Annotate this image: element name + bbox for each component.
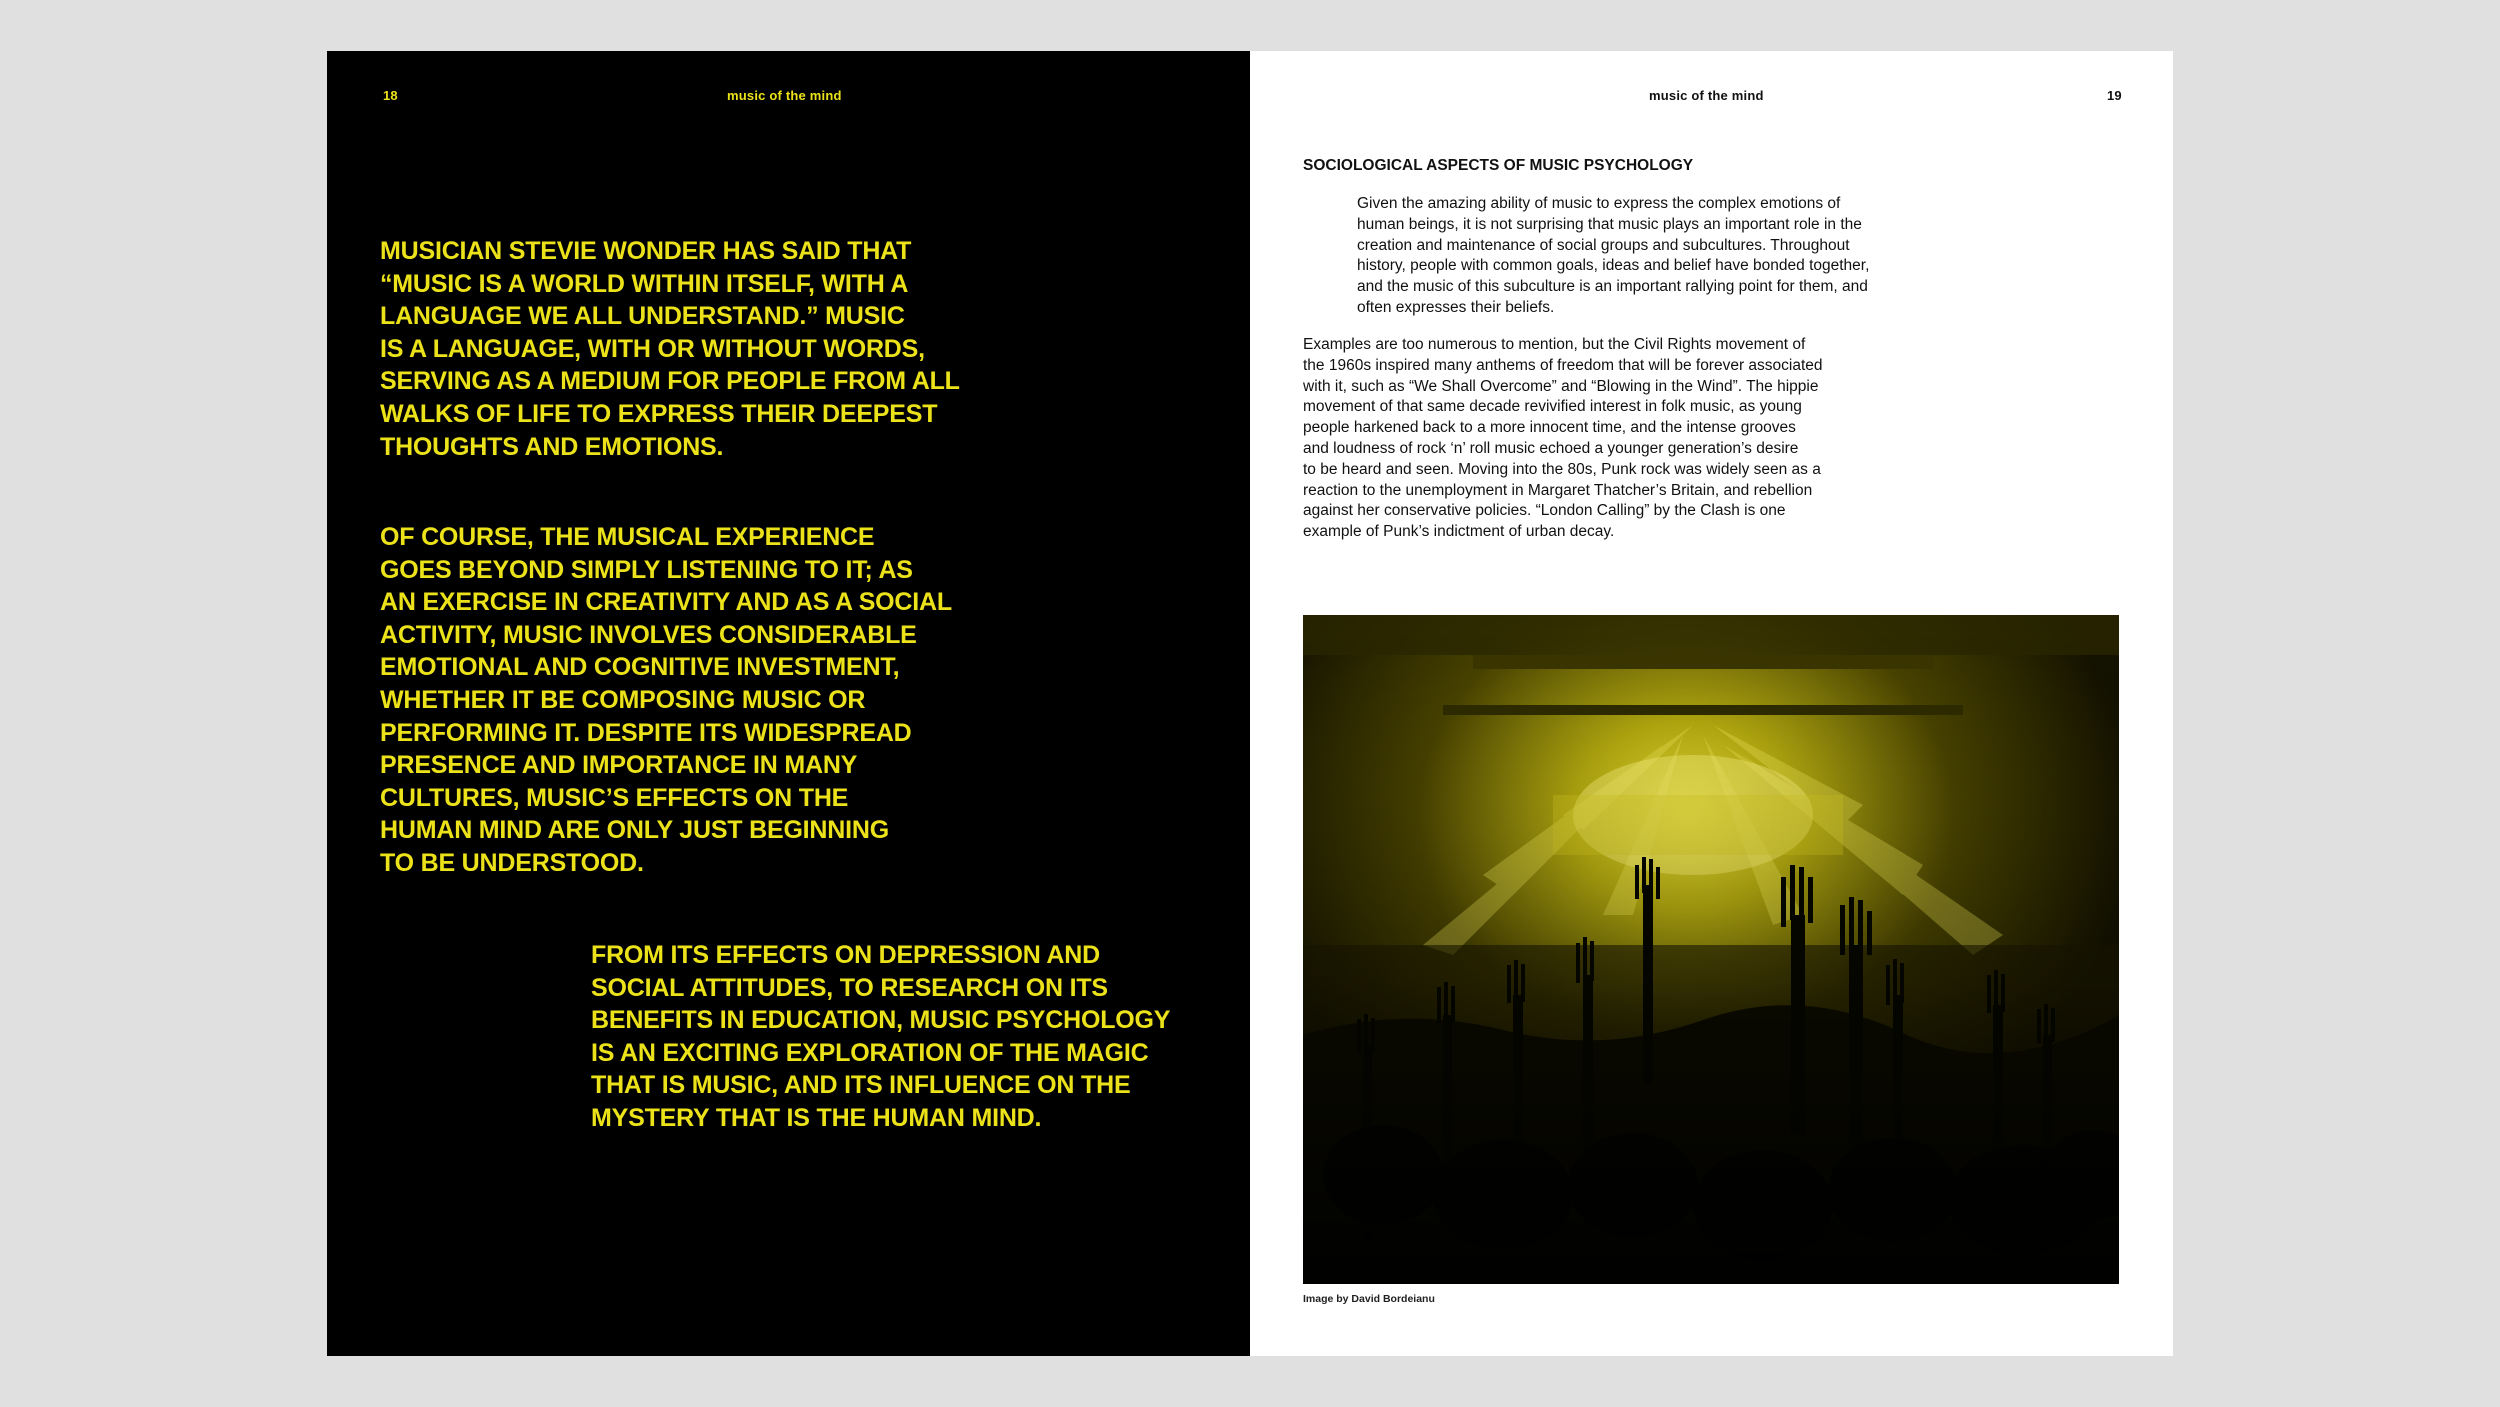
magazine-spread [327, 51, 2173, 1356]
quote-line: WHETHER IT BE COMPOSING MUSIC OR [380, 685, 866, 714]
quote-line: ACTIVITY, MUSIC INVOLVES CONSIDERABLE [380, 620, 917, 649]
text-line: Given the amazing ability of music to express the complex emotions of [1357, 195, 1841, 212]
text-line: Examples are too numerous to mention, but the Civil Rights movement of [1303, 336, 1806, 353]
image-caption: Image by David Bordeianu [1303, 1293, 1435, 1305]
text-line: movement of that same decade revivified interest in folk music, as young [1303, 398, 1802, 416]
text-line: with it, such as “We Shall Overcome” and “Blowing in the Wind”. The hippie [1303, 377, 1819, 395]
text-line: people harkened back to a more innocent time, and the intense grooves [1303, 419, 1796, 437]
quote-line: MUSICIAN STEVIE WONDER HAS SAID THAT [380, 237, 912, 265]
text-line: against her conservative policies. “London Calling” by the Clash is one [1303, 502, 1786, 520]
text-line: history, people with common goals, ideas and belief have bonded together, [1357, 257, 1870, 275]
quote-line: TO BE UNDERSTOOD. [380, 848, 644, 877]
pull-quote-1 [380, 235, 1020, 463]
quote-line: WALKS OF LIFE TO EXPRESS THEIR DEEPEST [380, 399, 938, 428]
pull-quote-2 [380, 521, 1020, 880]
text-line: example of Punk’s indictment of urban decay. [1303, 523, 1615, 541]
quote-line: “MUSIC IS A WORLD WITHIN ITSELF, WITH A [380, 269, 909, 298]
text-line: often expresses their beliefs. [1357, 298, 1555, 316]
page-number-left: 18 [383, 88, 398, 103]
text-line: the 1960s inspired many anthems of freedom that will be forever associated [1303, 356, 1823, 374]
quote-line: THOUGHTS AND EMOTIONS. [380, 432, 724, 461]
concert-crowd-photo [1303, 615, 2119, 1284]
quote-line: BENEFITS IN EDUCATION, MUSIC PSYCHOLOGY [591, 1006, 1171, 1035]
quote-line: IS A LANGUAGE, WITH OR WITHOUT WORDS, [380, 334, 925, 363]
text-line: human beings, it is not surprising that music plays an important role in the [1357, 215, 1862, 233]
page-number-right: 19 [2107, 88, 2122, 103]
indented-paragraph [1357, 194, 1977, 319]
text-line: and loudness of rock ‘n’ roll music echoed a younger generation’s desire [1303, 439, 1799, 457]
body-paragraph [1303, 335, 1943, 543]
running-head-left: music of the mind [727, 88, 842, 103]
quote-line: FROM ITS EFFECTS ON DEPRESSION AND [591, 941, 1100, 969]
quote-line: HUMAN MIND ARE ONLY JUST BEGINNING [380, 816, 889, 845]
section-heading: SOCIOLOGICAL ASPECTS OF MUSIC PSYCHOLOGY [1303, 157, 1694, 174]
quote-line: OF COURSE, THE MUSICAL EXPERIENCE [380, 523, 875, 551]
quote-line: EMOTIONAL AND COGNITIVE INVESTMENT, [380, 653, 900, 682]
text-line: to be heard and seen. Moving into the 80s, Punk rock was widely seen as a [1303, 460, 1821, 478]
left-page [327, 51, 1250, 1356]
quote-line: IS AN EXCITING EXPLORATION OF THE MAGIC [591, 1038, 1149, 1067]
quote-line: AN EXERCISE IN CREATIVITY AND AS A SOCIAL [380, 588, 952, 617]
quote-line: SERVING AS A MEDIUM FOR PEOPLE FROM ALL [380, 367, 960, 396]
running-head-right: music of the mind [1649, 88, 1764, 103]
text-line: and the music of this subculture is an important rallying point for them, and [1357, 278, 1868, 296]
quote-line: MYSTERY THAT IS THE HUMAN MIND. [591, 1103, 1042, 1132]
quote-line: SOCIAL ATTITUDES, TO RESEARCH ON ITS [591, 973, 1108, 1002]
quote-line: GOES BEYOND SIMPLY LISTENING TO IT; AS [380, 555, 913, 584]
quote-line: LANGUAGE WE ALL UNDERSTAND.” MUSIC [380, 302, 905, 331]
quote-line: PERFORMING IT. DESPITE ITS WIDESPREAD [380, 718, 912, 747]
text-line: reaction to the unemployment in Margaret Thatcher’s Britain, and rebellion [1303, 481, 1813, 499]
pull-quote-3 [591, 939, 1231, 1135]
quote-line: THAT IS MUSIC, AND ITS INFLUENCE ON THE [591, 1071, 1131, 1100]
quote-line: PRESENCE AND IMPORTANCE IN MANY [380, 751, 858, 780]
text-line: creation and maintenance of social groups and subcultures. Throughout [1357, 236, 1850, 254]
concert-illustration [1303, 615, 2119, 1284]
right-page [1250, 51, 2173, 1356]
quote-line: CULTURES, MUSIC’S EFFECTS ON THE [380, 783, 849, 812]
